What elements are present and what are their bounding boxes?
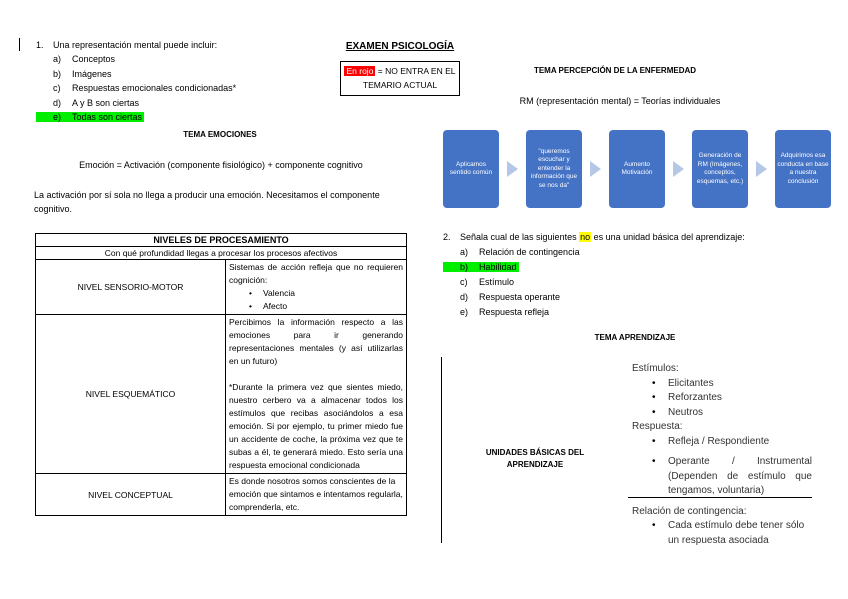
level-description bbox=[226, 260, 407, 315]
question-text-part: es una unidad básica del aprendizaje: bbox=[591, 232, 745, 242]
option-a bbox=[36, 52, 336, 66]
option-text: Respuestas emocionales condicionadas* bbox=[72, 83, 237, 94]
option-b bbox=[36, 67, 336, 81]
flow-step-1: Aplicamos sentido común bbox=[443, 130, 499, 208]
learning-units-list bbox=[632, 362, 812, 548]
divider bbox=[628, 497, 812, 498]
option-e-correct bbox=[36, 110, 336, 124]
option-a bbox=[443, 245, 823, 260]
level-desc-text: Sistemas de acción refleja que no requieren cognición: bbox=[229, 262, 403, 285]
relacion-list bbox=[632, 519, 812, 548]
level-desc-text: Es donde nosotros somos conscientes de la emoción que sintamos e intentamos regularla, comprenderla, etc. bbox=[229, 476, 403, 512]
question-2 bbox=[443, 230, 823, 320]
option-text: Respuesta refleja bbox=[479, 307, 550, 317]
section-title-percepcion: TEMA PERCEPCIÓN DE LA ENFERMEDAD bbox=[533, 66, 697, 75]
relacion-title: Relación de contingencia: bbox=[632, 505, 747, 517]
list-item: • Refleja / Respondiente bbox=[668, 435, 812, 450]
flow-step-5: Adquirimos esa conducta en base a nuestra conclusión bbox=[775, 130, 831, 208]
option-letter: a) bbox=[53, 54, 62, 65]
table-header: NIVELES DE PROCESAMIENTO bbox=[36, 234, 407, 247]
level-desc-text: Percibimos la información respecto a las emociones para ir generando representaciones mentales (y así utilizarlas en un futuro) bbox=[229, 317, 403, 366]
list-item: • Neutros bbox=[668, 406, 812, 421]
legend-text: = NO ENTRA EN EL TEMARIO ACTUAL bbox=[362, 66, 456, 90]
option-b-correct bbox=[443, 260, 823, 275]
arrow-right-icon bbox=[590, 161, 601, 177]
level-description bbox=[226, 474, 407, 516]
question-1-stem bbox=[36, 38, 336, 52]
table-row bbox=[36, 474, 407, 516]
flow-step-4: Generación de RM (Imágenes, conceptos, esquemas, etc.) bbox=[692, 130, 748, 208]
section-title-emociones: TEMA EMOCIONES bbox=[183, 130, 257, 139]
table-subheader: Con qué profundidad llegas a procesar los procesos afectivos bbox=[36, 247, 407, 260]
option-d bbox=[36, 96, 336, 110]
process-flow-diagram bbox=[443, 130, 831, 208]
question-2-stem bbox=[443, 230, 823, 245]
option-letter: c) bbox=[53, 83, 61, 94]
table-row bbox=[36, 315, 407, 474]
respuesta-title: Respuesta: bbox=[632, 421, 683, 432]
flow-step-3: Aumento Motivación bbox=[609, 130, 665, 208]
option-letter: c) bbox=[460, 277, 468, 287]
option-letter: d) bbox=[53, 97, 62, 108]
level-desc-example: *Durante la primera vez que sientes miedo, nuestro cerbero va a almacenar todos los estímulos que recibas asociándolos a esa emoción. Si por ejemplo, tu primer miedo fue un accidente de coche, la próxima vez que te subas a él, te generará miedo. Esto sería una respuesta emocional condicionada bbox=[229, 382, 403, 470]
bullet-list bbox=[229, 287, 403, 313]
processing-levels-table bbox=[35, 233, 407, 516]
option-letter: d) bbox=[460, 292, 469, 302]
option-text: Relación de contingencia bbox=[479, 247, 580, 257]
option-c bbox=[443, 275, 823, 290]
option-text: Todas son ciertas bbox=[72, 112, 143, 123]
option-d bbox=[443, 290, 823, 305]
list-item: • Cada estímulo debe tener sólo un respuesta asociada bbox=[668, 519, 812, 548]
highlight-no: no bbox=[580, 232, 591, 242]
option-letter: b) bbox=[460, 262, 469, 272]
level-name: NIVEL CONCEPTUAL bbox=[36, 474, 226, 516]
arrow-right-icon bbox=[507, 161, 518, 177]
option-text: Estímulo bbox=[479, 277, 515, 287]
list-item: • Elicitantes bbox=[668, 377, 812, 392]
estimulos-list bbox=[632, 377, 812, 421]
legend-box bbox=[340, 61, 460, 96]
unidades-label: UNIDADES BÁSICAS DEL APRENDIZAJE bbox=[485, 448, 585, 469]
arrow-right-icon bbox=[756, 161, 767, 177]
rm-definition: RM (representación mental) = Teorías individuales bbox=[519, 96, 721, 106]
question-number: 2. bbox=[443, 232, 451, 242]
section-title-aprendizaje: TEMA APRENDIZAJE bbox=[594, 333, 676, 342]
option-letter: a) bbox=[460, 247, 469, 257]
option-text: Imágenes bbox=[72, 68, 112, 79]
question-number: 1. bbox=[36, 40, 44, 50]
level-description bbox=[226, 315, 407, 474]
list-item: • Afecto bbox=[263, 300, 403, 313]
list-item: • Operante / Instrumental (Dependen de estímulo que tengamos, voluntaria) bbox=[668, 455, 812, 499]
estimulos-title: Estímulos: bbox=[632, 363, 679, 374]
exam-title: EXAMEN PSICOLOGÍA bbox=[345, 41, 455, 52]
table-row bbox=[36, 260, 407, 315]
level-name: NIVEL SENSORIO-MOTOR bbox=[36, 260, 226, 315]
divider bbox=[441, 357, 442, 543]
option-letter: e) bbox=[53, 112, 62, 123]
question-text-part: Señala cual de las siguientes bbox=[460, 232, 580, 242]
question-text: Una representación mental puede incluir: bbox=[53, 40, 218, 50]
question-1 bbox=[36, 38, 336, 124]
list-item: • Valencia bbox=[263, 287, 403, 300]
option-letter: e) bbox=[460, 307, 469, 317]
list-item: • Reforzantes bbox=[668, 391, 812, 406]
option-c bbox=[36, 81, 336, 95]
respuesta-list bbox=[632, 435, 812, 499]
option-text: Habilidad bbox=[479, 262, 517, 272]
option-text: Respuesta operante bbox=[479, 292, 561, 302]
legend-red-label: En rojo bbox=[346, 66, 374, 76]
option-letter: b) bbox=[53, 68, 62, 79]
emotion-formula: Emoción = Activación (componente fisiológico) + componente cognitivo bbox=[79, 160, 363, 170]
option-e bbox=[443, 305, 823, 320]
option-text: Conceptos bbox=[72, 54, 116, 65]
text-cursor bbox=[19, 38, 20, 51]
level-name: NIVEL ESQUEMÁTICO bbox=[36, 315, 226, 474]
arrow-right-icon bbox=[673, 161, 684, 177]
flow-step-2: "queremos escuchar y entender la información que se nos da" bbox=[526, 130, 582, 208]
emotion-paragraph: La activación por sí sola no llega a producir una emoción. Necesitamos el componente cognitivo. bbox=[34, 190, 380, 214]
option-text: A y B son ciertas bbox=[72, 97, 140, 108]
